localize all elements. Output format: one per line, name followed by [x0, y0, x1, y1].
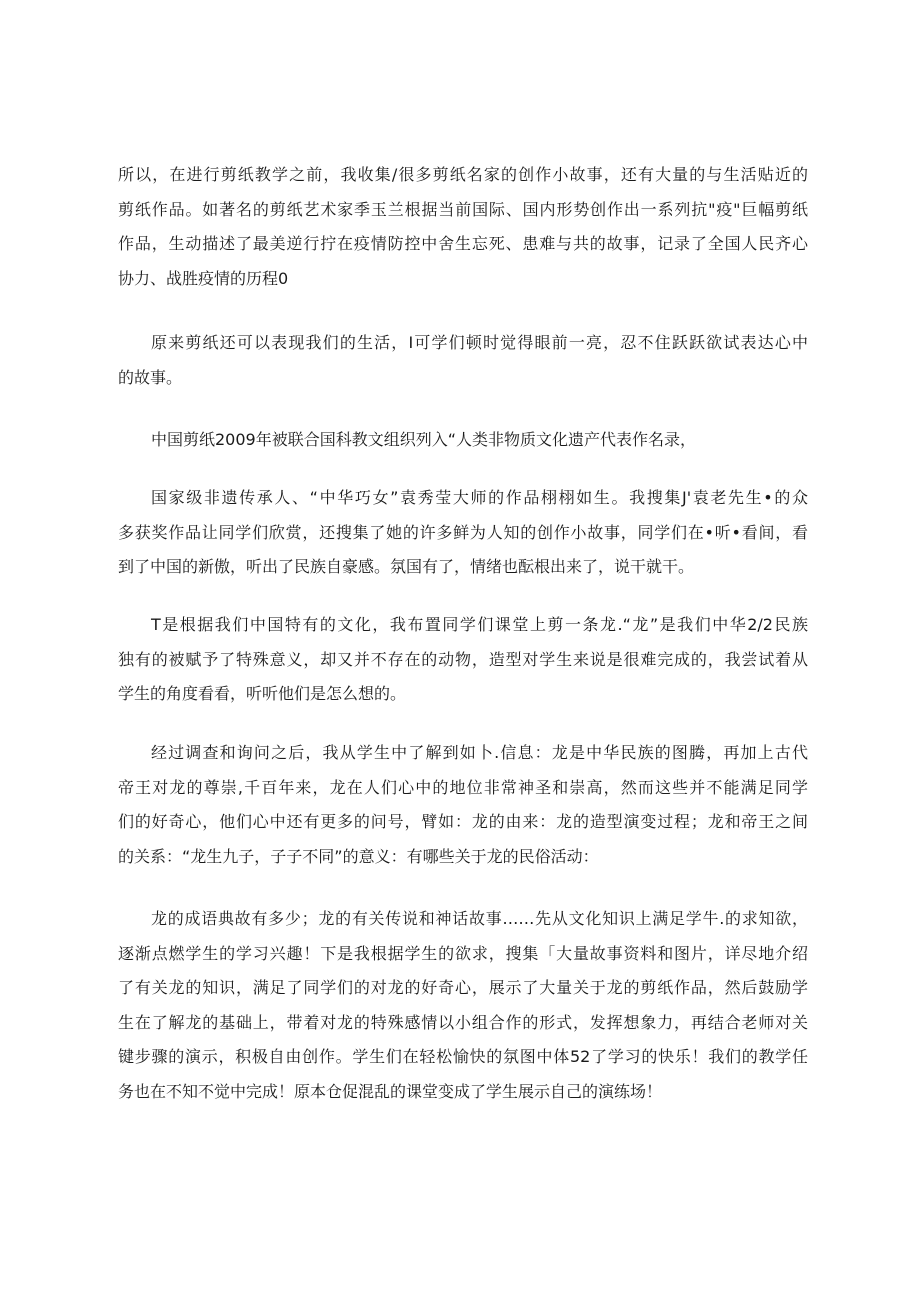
paragraph-line: 经过调查和询问之后，我从学生中了解到如卜.信息：龙是中华民族的图腾，再加上古代	[151, 743, 808, 762]
paragraph-line: 的故事。	[118, 367, 183, 387]
paragraph-3	[118, 423, 808, 458]
paragraph-line: 剪纸作品。如著名的剪纸艺术家季玉兰根据当前国际、国内形势创作出一系列抗"疫"巨幅剪纸	[118, 199, 808, 219]
paragraph-line: 独有的被赋予了特殊意义，却又并不存在的动物，造型对学生来说是很难完成的，我尝试着从	[118, 649, 808, 669]
paragraph-line: 多获奖作品让同学们欣赏，还搜集了她的许多鲜为人知的创作小故事，同学们在•听•看间，看	[118, 522, 808, 542]
paragraph-6	[118, 736, 808, 874]
paragraph-line: 协力、战胜疫情的历程0	[118, 268, 289, 288]
paragraph-1	[118, 158, 808, 296]
paragraph-line: 国家级非遗传承人、“中华巧女”袁秀莹大师的作品栩栩如生。我搜集J'袁老先生•的众	[151, 488, 808, 507]
paragraph-4	[118, 481, 808, 585]
paragraph-line: 的关系：“龙生九子，子子不同”的意义：有哪些关于龙的民俗活动：	[118, 846, 599, 866]
paragraph-line: 龙的成语典故有多少；龙的有关传说和神话故事……先从文化知识上满足学牛.的求知欲，	[151, 909, 808, 928]
paragraph-line: 原来剪纸还可以表现我们的生活，I可学们顿时觉得眼前一亮，忍不住跃跃欲试表达心中	[151, 333, 808, 352]
paragraph-line: T是根据我们中国特有的文化，我布置同学们课堂上剪一条龙.“龙”是我们中华2/2民族	[151, 615, 808, 634]
paragraph-line: 了有关龙的知识，满足了同学们的对龙的好奇心，展示了大量关于龙的剪纸作品，然后鼓励学	[118, 978, 808, 997]
paragraph-line: 所以，在进行剪纸教学之前，我收集/很多剪纸名家的创作小故事，还有大量的与生活贴近的	[118, 165, 808, 184]
paragraph-line: 作品，生动描述了最美逆行拧在疫情防控中舍生忘死、患难与共的故事，记录了全国人民齐心	[118, 234, 808, 253]
paragraph-2	[118, 326, 808, 395]
paragraph-line: 务也在不知不觉中完成！原本仓促混乱的课堂变成了学生展示自己的演练场！	[118, 1081, 663, 1101]
paragraph-line: 中国剪纸2009年被联合国科教文组织列入“人类非物质文化遗产代表作名录，	[151, 430, 697, 449]
paragraph-5	[118, 608, 808, 712]
paragraph-line: 逐渐点燃学生的学习兴趣！下是我根据学生的欲求，搜集「大量故事资料和图片，详尽地介绍	[118, 943, 808, 963]
paragraph-line: 键步骤的演示，积极自由创作。学生们在轻松愉快的氛图中体52了学习的快乐！我们的教学任	[118, 1047, 808, 1066]
paragraph-line: 学生的角度看看，听听他们是怎么想的。	[118, 684, 407, 703]
paragraph-line: 们的好奇心，他们心中还有更多的问号，臂如：龙的由来：龙的造型演变过程；龙和帝王之间	[118, 812, 808, 831]
paragraph-line: 帝王对龙的尊崇,千百年来，龙在人们心中的地位非常神圣和崇高，然而这些并不能满足同学	[118, 777, 808, 797]
paragraph-line: 到了中国的新傲，听出了民族自豪感。氛国有了，情绪也酝根出来了，说干就干。	[118, 557, 695, 576]
paragraph-7	[118, 902, 808, 1109]
paragraph-line: 生在了解龙的基础上，带着对龙的特殊感情以小组合作的形式，发挥想象力，再结合老师对关	[118, 1012, 808, 1032]
